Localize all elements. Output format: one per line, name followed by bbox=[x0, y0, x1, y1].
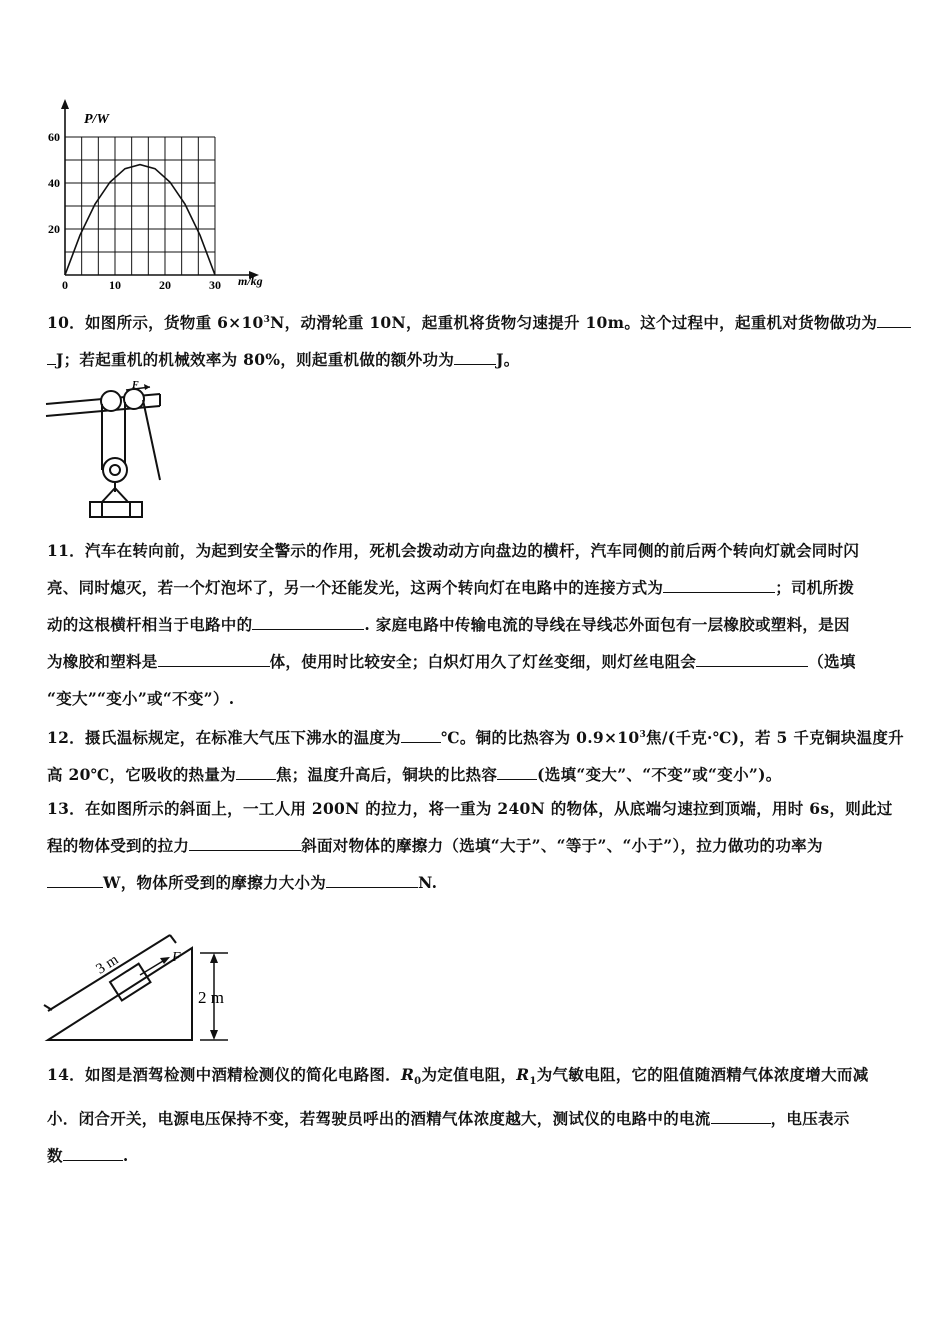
q13-line2-b: 斜面对物体的摩擦力（选填“大于”、“等于”、“小于”），拉力做功的功率为 bbox=[301, 836, 823, 855]
y-tick-label: 20 bbox=[48, 222, 60, 236]
question-10 bbox=[47, 302, 909, 378]
q11-line4-a: 为橡胶和塑料是 bbox=[47, 652, 158, 671]
q11-line2-b: ；司机所拨 bbox=[775, 578, 855, 597]
question-11 bbox=[47, 532, 909, 717]
q14-line1-a: 14．如图是酒驾检测中酒精检测仪的简化电路图． bbox=[47, 1065, 401, 1084]
q14-blank-current[interactable] bbox=[711, 1105, 771, 1124]
incline-height-label: 2 m bbox=[198, 988, 224, 1007]
x-tick-label: 0 bbox=[62, 278, 68, 292]
incline-figure bbox=[40, 915, 260, 1050]
q11-blank-component[interactable] bbox=[252, 611, 364, 630]
question-13 bbox=[47, 790, 909, 901]
q11-line2-a: 亮、同时熄灭，若一个灯泡坏了，另一个还能发光，这两个转向灯在电路中的连接方式为 bbox=[47, 578, 664, 597]
q14-r0-sub: 0 bbox=[414, 1076, 422, 1088]
q10-line2-a: J；若起重机的机械效率为 80%，则起重机做的额外功为 bbox=[56, 350, 455, 370]
chart-grid bbox=[65, 137, 215, 275]
q11-blank-resistance[interactable] bbox=[696, 648, 808, 667]
q14-line2-b: ，电压表示 bbox=[770, 1109, 850, 1129]
q14-line1-c: 为气敏电阻，它的阻值随酒精气体浓度增大而减 bbox=[536, 1065, 869, 1084]
x-tick-label: 20 bbox=[159, 278, 171, 292]
q12-blank-specific-heat[interactable] bbox=[497, 761, 537, 780]
q10-sup: 3 bbox=[263, 315, 271, 325]
q10-blank-work-cont[interactable] bbox=[47, 346, 56, 365]
power-mass-chart bbox=[40, 95, 290, 295]
q13-line3-b: N. bbox=[418, 873, 438, 892]
q10-line1-b: N，动滑轮重 10N，起重机将货物匀速提升 10m。这个过程中，起重机对货物做功为 bbox=[270, 313, 878, 333]
x-tick-label: 30 bbox=[209, 278, 221, 292]
q11-line5: “变大”“变小”或“不变”）. bbox=[47, 689, 235, 708]
q11-line3-b: . 家庭电路中传输电流的导线在导线芯外面包有一层橡胶或塑料，是因 bbox=[364, 615, 850, 634]
q13-blank-power[interactable] bbox=[47, 869, 103, 888]
q12-line1-b: ℃。铜的比热容为 0.9×10 bbox=[440, 728, 640, 748]
q10-blank-work[interactable] bbox=[877, 309, 911, 328]
q14-r1: R bbox=[516, 1065, 530, 1084]
q12-line1-c: 焦/(千克·℃)，若 5 千克铜块温度升 bbox=[646, 728, 904, 748]
crane-pulley-figure bbox=[42, 380, 172, 525]
y-tick-label: 60 bbox=[48, 130, 60, 144]
q10-line2-b: J。 bbox=[496, 350, 520, 370]
q11-blank-insulator[interactable] bbox=[158, 648, 270, 667]
incline-force-label: F bbox=[172, 950, 181, 965]
x-tick-label: 10 bbox=[109, 278, 121, 292]
q14-line3-a: 数 bbox=[47, 1146, 63, 1166]
q11-line3-a: 动的这根横杆相当于电路中的 bbox=[47, 615, 253, 634]
q12-blank-boiling[interactable] bbox=[401, 724, 441, 743]
q14-r0: R bbox=[400, 1065, 415, 1084]
y-axis-arrow bbox=[61, 99, 69, 109]
q12-line2-b: 焦；温度升高后，铜块的比热容 bbox=[275, 765, 498, 785]
q12-sup: 3 bbox=[639, 730, 647, 740]
question-12 bbox=[47, 717, 909, 793]
q11-line1: 11．汽车在转向前，为起到安全警示的作用，死机会拨动动方向盘边的横杆，汽车同侧的前后两个转向灯就会同时闪 bbox=[47, 541, 860, 560]
q10-blank-extra-work[interactable] bbox=[454, 346, 496, 365]
q13-blank-friction[interactable] bbox=[326, 869, 418, 888]
q13-line1: 13．在如图所示的斜面上，一工人用 200N 的拉力，将一重为 240N 的物体，从底端匀速拉到顶端，用时 6s，则此过 bbox=[47, 799, 893, 818]
power-curve bbox=[65, 165, 215, 275]
q11-blank-connection[interactable] bbox=[663, 574, 775, 593]
q14-r1-sub: 1 bbox=[529, 1076, 537, 1088]
question-14 bbox=[47, 1056, 909, 1174]
q12-line2-a: 高 20℃，它吸收的热量为 bbox=[47, 765, 236, 785]
q14-blank-voltage[interactable] bbox=[63, 1142, 123, 1161]
q13-line2-a: 程的物体受到的拉力 bbox=[47, 836, 190, 855]
chart-ticks bbox=[48, 130, 221, 292]
q11-line4-b: 体，使用时比较安全；白炽灯用久了灯丝变细，则灯丝电阻会 bbox=[269, 652, 697, 671]
q12-blank-heat[interactable] bbox=[236, 761, 276, 780]
q14-line2-a: 小．闭合开关，电源电压保持不变，若驾驶员呼出的酒精气体浓度越大，测试仪的电路中的电流 bbox=[47, 1109, 711, 1129]
x-axis-label: m/kg bbox=[238, 274, 263, 288]
q12-line1-a: 12．摄氏温标规定，在标准大气压下沸水的温度为 bbox=[47, 728, 401, 748]
q14-line1-b: 为定值电阻， bbox=[421, 1065, 517, 1084]
crane-force-label: F bbox=[132, 380, 139, 391]
incline-length-label: 3 m bbox=[93, 951, 122, 978]
q13-line3-a: W，物体所受到的摩擦力大小为 bbox=[103, 873, 327, 892]
q14-line3-b: . bbox=[122, 1146, 129, 1166]
q10-line1-a: 10．如图所示，货物重 6×10 bbox=[47, 313, 264, 333]
q13-blank-compare[interactable] bbox=[189, 832, 301, 851]
q11-line4-c: （选填 bbox=[808, 652, 856, 671]
y-axis-label: P/W bbox=[84, 112, 109, 127]
q12-line2-c: (选填“变大”、“不变”或“变小”)。 bbox=[537, 765, 782, 785]
y-tick-label: 40 bbox=[48, 176, 60, 190]
